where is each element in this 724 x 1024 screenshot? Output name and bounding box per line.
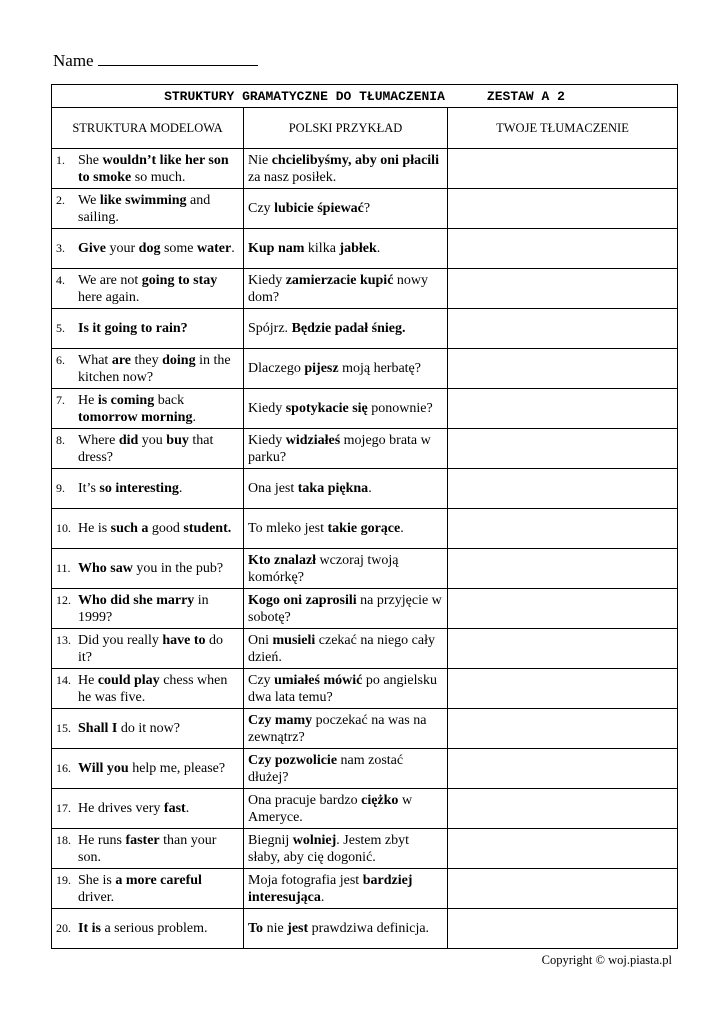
polish-example-cell bbox=[244, 269, 448, 309]
model-structure-cell bbox=[52, 469, 244, 509]
sentence-text: wczoraj twoją komórkę? bbox=[248, 552, 399, 585]
model-structure-cell bbox=[52, 149, 244, 189]
item-number: 14. bbox=[56, 672, 71, 687]
english-sentence bbox=[78, 192, 236, 226]
highlighted-structure: a more careful bbox=[115, 872, 202, 888]
table-row bbox=[52, 669, 678, 709]
sentence-text: here again. bbox=[78, 289, 140, 305]
model-structure-cell bbox=[52, 509, 244, 549]
table-row bbox=[52, 389, 678, 429]
model-structure-cell bbox=[52, 389, 244, 429]
sentence-text: w Ameryce. bbox=[248, 792, 413, 825]
sentence-text: We are not bbox=[78, 272, 142, 288]
sentence-text: . bbox=[178, 481, 183, 496]
table-row bbox=[52, 869, 678, 909]
sentence-text: Czy bbox=[248, 672, 275, 688]
sentence-text: prawdziwa definicja. bbox=[308, 921, 430, 936]
sentence-text: It’s bbox=[78, 481, 100, 496]
polish-example-cell bbox=[244, 669, 448, 709]
model-structure-cell bbox=[52, 829, 244, 869]
translation-answer-cell[interactable] bbox=[448, 749, 678, 789]
highlighted-structure: Kup nam bbox=[248, 241, 305, 256]
english-sentence bbox=[78, 760, 236, 777]
model-structure-cell bbox=[52, 909, 244, 949]
highlighted-structure: Will you bbox=[78, 761, 129, 776]
highlighted-structure: so interesting bbox=[99, 481, 179, 496]
english-sentence bbox=[78, 520, 236, 537]
sentence-text: in 1999? bbox=[78, 592, 209, 625]
polish-example-cell bbox=[244, 869, 448, 909]
english-sentence bbox=[78, 560, 236, 577]
sentence-text: What bbox=[78, 352, 112, 368]
english-sentence bbox=[78, 672, 236, 706]
highlighted-structure: jest bbox=[287, 921, 309, 936]
col-header-translation: TWOJE TŁUMACZENIE bbox=[448, 108, 678, 149]
translation-answer-cell[interactable] bbox=[448, 469, 678, 509]
highlighted-structure: like swimming bbox=[99, 192, 187, 208]
model-structure-cell bbox=[52, 309, 244, 349]
sentence-text: and sailing. bbox=[78, 192, 211, 225]
item-number: 12. bbox=[56, 592, 71, 607]
sentence-text: To mleko jest bbox=[248, 521, 328, 536]
sentence-text: some bbox=[160, 241, 198, 256]
polish-example-cell bbox=[244, 909, 448, 949]
name-label: Name bbox=[53, 51, 94, 70]
highlighted-structure: jabłek bbox=[339, 241, 377, 256]
model-structure-cell bbox=[52, 709, 244, 749]
highlighted-structure: going to stay bbox=[141, 272, 218, 288]
polish-example-cell bbox=[244, 709, 448, 749]
polish-example-cell bbox=[244, 349, 448, 389]
highlighted-structure: Czy pozwolicie bbox=[248, 752, 338, 768]
title-row bbox=[52, 85, 678, 108]
translation-answer-cell[interactable] bbox=[448, 669, 678, 709]
sentence-text: He runs bbox=[78, 832, 126, 848]
sentence-text: Kiedy bbox=[248, 432, 286, 448]
exercise-table bbox=[51, 84, 678, 949]
item-number: 7. bbox=[56, 392, 65, 407]
translation-answer-cell[interactable] bbox=[448, 789, 678, 829]
item-number: 10. bbox=[56, 521, 71, 535]
sentence-text: Did you really bbox=[78, 632, 163, 648]
translation-answer-cell[interactable] bbox=[448, 829, 678, 869]
sentence-text: . bbox=[376, 241, 381, 256]
highlighted-structure: spotykacie się bbox=[285, 401, 368, 416]
copyright-notice: Copyright © woj.piasta.pl bbox=[541, 953, 672, 967]
polish-example-cell bbox=[244, 229, 448, 269]
sentence-text: Nie bbox=[248, 152, 272, 168]
sentence-text: Dlaczego bbox=[248, 361, 305, 376]
table-row bbox=[52, 189, 678, 229]
highlighted-structure: have to bbox=[162, 632, 206, 648]
translation-answer-cell[interactable] bbox=[448, 229, 678, 269]
sentence-text: do it now? bbox=[117, 721, 180, 736]
sentence-text: He bbox=[78, 672, 98, 688]
worksheet-title bbox=[52, 85, 678, 108]
sentence-text: Spójrz. bbox=[248, 321, 292, 336]
highlighted-structure: Shall I bbox=[78, 721, 118, 736]
sentence-text: We bbox=[78, 192, 100, 208]
col-header-polish: POLSKI PRZYKŁAD bbox=[244, 108, 448, 149]
english-sentence bbox=[78, 320, 236, 337]
sentence-text: your bbox=[106, 241, 139, 256]
highlighted-structure: water bbox=[197, 241, 232, 256]
highlighted-structure: wolniej bbox=[292, 832, 337, 848]
sentence-text: . bbox=[185, 801, 190, 816]
sentence-text: in the kitchen now? bbox=[78, 352, 231, 385]
table-row bbox=[52, 549, 678, 589]
title-text: STRUKTURY GRAMATYCZNE DO TŁUMACZENIA bbox=[164, 88, 445, 104]
translation-answer-cell[interactable] bbox=[448, 149, 678, 189]
sentence-text: so much. bbox=[131, 169, 186, 185]
model-structure-cell bbox=[52, 749, 244, 789]
highlighted-structure: zamierzacie kupić bbox=[285, 272, 394, 288]
sentence-text: He drives very bbox=[78, 801, 164, 816]
item-number: 18. bbox=[56, 832, 71, 847]
sentence-text: driver. bbox=[78, 889, 115, 905]
rows-body bbox=[52, 149, 678, 949]
sentence-text: help me, please? bbox=[128, 761, 226, 776]
model-structure-cell bbox=[52, 189, 244, 229]
polish-example-cell bbox=[244, 549, 448, 589]
highlighted-structure: widziałeś bbox=[285, 432, 341, 448]
item-number: 19. bbox=[56, 872, 71, 887]
translation-answer-cell[interactable] bbox=[448, 589, 678, 629]
english-sentence bbox=[78, 800, 236, 817]
polish-example-cell bbox=[244, 789, 448, 829]
sentence-text: po angielsku dwa lata temu? bbox=[248, 672, 437, 705]
set-label: ZESTAW A 2 bbox=[486, 88, 565, 104]
highlighted-structure: student. bbox=[183, 521, 232, 536]
highlighted-structure: did bbox=[118, 432, 139, 448]
sentence-text: than your son. bbox=[78, 832, 217, 865]
highlighted-structure: taka piękna bbox=[297, 481, 369, 496]
highlighted-structure: bardziej interesująca bbox=[248, 872, 413, 905]
item-number: 3. bbox=[56, 241, 65, 255]
highlighted-structure: ciężko bbox=[361, 792, 399, 808]
item-number: 9. bbox=[56, 481, 65, 495]
sentence-text: She bbox=[78, 152, 103, 168]
highlighted-structure: such a bbox=[110, 521, 149, 536]
table-row bbox=[52, 709, 678, 749]
highlighted-structure: are bbox=[111, 352, 132, 368]
item-number: 13. bbox=[56, 632, 71, 647]
sentence-text: Kiedy bbox=[248, 272, 286, 288]
highlighted-structure: tomorrow morning bbox=[78, 409, 193, 425]
sentence-text: . bbox=[368, 481, 372, 496]
highlighted-structure: To bbox=[248, 921, 264, 936]
table-row bbox=[52, 349, 678, 389]
table-row bbox=[52, 589, 678, 629]
item-number: 20. bbox=[56, 921, 71, 935]
sentence-text: kilka bbox=[304, 241, 340, 256]
translation-answer-cell[interactable] bbox=[448, 349, 678, 389]
highlighted-structure: Kto znalazł bbox=[248, 552, 317, 568]
model-structure-cell bbox=[52, 629, 244, 669]
polish-example-cell bbox=[244, 749, 448, 789]
sentence-text: back bbox=[154, 392, 185, 408]
highlighted-structure: faster bbox=[125, 832, 160, 848]
english-sentence bbox=[78, 432, 236, 466]
item-number: 6. bbox=[56, 352, 65, 367]
sentence-text: you bbox=[138, 432, 167, 448]
sentence-text: ponownie? bbox=[367, 401, 433, 416]
sentence-text: . bbox=[231, 241, 235, 256]
english-sentence bbox=[78, 832, 236, 866]
col-header-model: STRUKTURA MODELOWA bbox=[52, 108, 244, 149]
polish-example-cell bbox=[244, 149, 448, 189]
sentence-text: they bbox=[131, 352, 163, 368]
english-sentence bbox=[78, 592, 236, 626]
sentence-text: za nasz posiłek. bbox=[248, 169, 337, 185]
sentence-text: . Jestem zbyt słaby, aby cię dogonić. bbox=[248, 832, 410, 865]
sentence-text: that dress? bbox=[78, 432, 214, 465]
highlighted-structure: Kogo oni zaprosili bbox=[248, 592, 357, 608]
sentence-text: Moja fotografia jest bbox=[248, 872, 363, 888]
item-number: 17. bbox=[56, 801, 71, 815]
sentence-text: . bbox=[400, 521, 404, 536]
highlighted-structure: wouldn’t like her son to smoke bbox=[78, 152, 229, 185]
english-sentence bbox=[78, 352, 236, 386]
english-sentence bbox=[78, 152, 236, 186]
sentence-text: na przyjęcie w sobotę? bbox=[248, 592, 442, 625]
sentence-text: . bbox=[192, 409, 196, 425]
item-number: 11. bbox=[56, 561, 71, 575]
translation-answer-cell[interactable] bbox=[448, 549, 678, 589]
model-structure-cell bbox=[52, 589, 244, 629]
translation-answer-cell[interactable] bbox=[448, 509, 678, 549]
translation-answer-cell[interactable] bbox=[448, 629, 678, 669]
polish-example-cell bbox=[244, 429, 448, 469]
table-row bbox=[52, 229, 678, 269]
item-number: 1. bbox=[56, 152, 65, 167]
sentence-text: ? bbox=[363, 201, 371, 216]
translation-answer-cell[interactable] bbox=[448, 869, 678, 909]
english-sentence bbox=[78, 480, 236, 497]
sentence-text: nowy dom? bbox=[248, 272, 429, 305]
table-row bbox=[52, 269, 678, 309]
highlighted-structure: Who saw bbox=[78, 561, 133, 576]
polish-example-cell bbox=[244, 309, 448, 349]
translation-answer-cell[interactable] bbox=[448, 909, 678, 949]
highlighted-structure: is coming bbox=[97, 392, 155, 408]
translation-answer-cell[interactable] bbox=[448, 389, 678, 429]
item-number: 5. bbox=[56, 321, 65, 335]
table-row bbox=[52, 789, 678, 829]
sentence-text: He is bbox=[78, 521, 111, 536]
highlighted-structure: fast bbox=[163, 801, 186, 816]
translation-answer-cell[interactable] bbox=[448, 709, 678, 749]
model-structure-cell bbox=[52, 349, 244, 389]
translation-answer-cell[interactable] bbox=[448, 429, 678, 469]
polish-example-cell bbox=[244, 389, 448, 429]
highlighted-structure: takie gorące bbox=[327, 521, 401, 536]
sentence-text: She is bbox=[78, 872, 116, 888]
sentence-text: He bbox=[78, 392, 98, 408]
polish-example-cell bbox=[244, 509, 448, 549]
sentence-text: Czy bbox=[248, 201, 275, 216]
highlighted-structure: Give bbox=[78, 241, 106, 256]
highlighted-structure: dog bbox=[138, 241, 161, 256]
item-number: 15. bbox=[56, 721, 71, 735]
sentence-text: Ona jest bbox=[248, 481, 298, 496]
item-number: 16. bbox=[56, 761, 71, 775]
sentence-text: Kiedy bbox=[248, 401, 286, 416]
model-structure-cell bbox=[52, 669, 244, 709]
table-row bbox=[52, 829, 678, 869]
model-structure-cell bbox=[52, 429, 244, 469]
english-sentence bbox=[78, 272, 236, 306]
english-sentence bbox=[78, 632, 236, 666]
highlighted-structure: umiałeś mówić bbox=[274, 672, 363, 688]
name-field bbox=[53, 51, 258, 71]
table-row bbox=[52, 469, 678, 509]
model-structure-cell bbox=[52, 869, 244, 909]
sentence-text: . bbox=[320, 889, 325, 905]
table-row bbox=[52, 909, 678, 949]
sentence-text: Where bbox=[78, 432, 119, 448]
table-row bbox=[52, 629, 678, 669]
highlighted-structure: buy bbox=[166, 432, 189, 448]
polish-example-cell bbox=[244, 189, 448, 229]
sentence-text: Biegnij bbox=[248, 832, 293, 848]
sentence-text: czekać na niego cały dzień. bbox=[248, 632, 435, 665]
sentence-text: moją herbatę? bbox=[338, 361, 421, 376]
sentence-text: good bbox=[148, 521, 184, 536]
highlighted-structure: Is it going to rain? bbox=[78, 321, 188, 336]
english-sentence bbox=[78, 872, 236, 906]
polish-example-cell bbox=[244, 629, 448, 669]
polish-example-cell bbox=[244, 829, 448, 869]
english-sentence bbox=[78, 240, 236, 257]
highlighted-structure: lubicie śpiewać bbox=[274, 201, 364, 216]
sentence-text: you in the pub? bbox=[132, 561, 224, 576]
name-blank-line[interactable] bbox=[98, 51, 258, 66]
table-row bbox=[52, 749, 678, 789]
item-number: 2. bbox=[56, 192, 65, 207]
polish-example-cell bbox=[244, 469, 448, 509]
item-number: 4. bbox=[56, 272, 65, 287]
header-row bbox=[52, 108, 678, 149]
sentence-text: chess when he was five. bbox=[78, 672, 228, 705]
highlighted-structure: It is bbox=[78, 921, 101, 936]
table-row bbox=[52, 149, 678, 189]
table-row bbox=[52, 429, 678, 469]
highlighted-structure: musieli bbox=[272, 632, 316, 648]
highlighted-structure: chcielibyśmy, aby oni płacili bbox=[271, 152, 439, 168]
highlighted-structure: Będzie padał śnieg. bbox=[291, 321, 406, 336]
translation-answer-cell[interactable] bbox=[448, 309, 678, 349]
sentence-text: poczekać na was na zewnątrz? bbox=[248, 712, 427, 745]
sentence-text: do it? bbox=[78, 632, 224, 665]
translation-answer-cell[interactable] bbox=[448, 189, 678, 229]
highlighted-structure: pijesz bbox=[304, 361, 339, 376]
polish-example-cell bbox=[244, 589, 448, 629]
sentence-text: a serious problem. bbox=[100, 921, 208, 936]
english-sentence bbox=[78, 920, 236, 937]
translation-answer-cell[interactable] bbox=[448, 269, 678, 309]
model-structure-cell bbox=[52, 549, 244, 589]
item-number: 8. bbox=[56, 432, 65, 447]
sentence-text: nam zostać dłużej? bbox=[248, 752, 404, 785]
model-structure-cell bbox=[52, 229, 244, 269]
sentence-text: mojego brata w parku? bbox=[248, 432, 431, 465]
sentence-text: Ona pracuje bardzo bbox=[248, 792, 362, 808]
highlighted-structure: could play bbox=[97, 672, 160, 688]
sentence-text: Oni bbox=[248, 632, 273, 648]
table-row bbox=[52, 509, 678, 549]
highlighted-structure: doing bbox=[162, 352, 196, 368]
highlighted-structure: Who did she marry bbox=[78, 592, 195, 608]
model-structure-cell bbox=[52, 269, 244, 309]
highlighted-structure: Czy mamy bbox=[248, 712, 313, 728]
model-structure-cell bbox=[52, 789, 244, 829]
sentence-text: nie bbox=[263, 921, 288, 936]
english-sentence bbox=[78, 392, 236, 426]
english-sentence bbox=[78, 720, 236, 737]
table-row bbox=[52, 309, 678, 349]
